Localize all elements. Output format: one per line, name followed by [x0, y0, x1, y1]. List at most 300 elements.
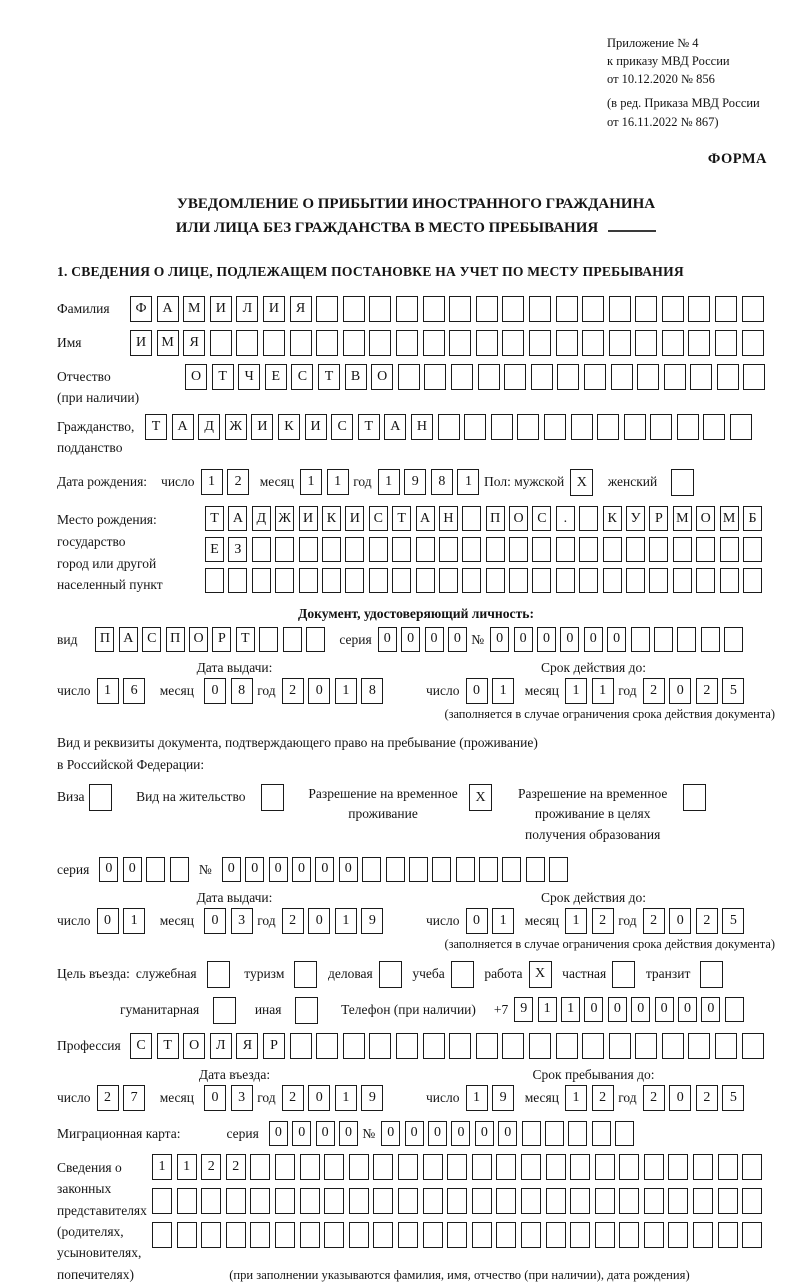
char-cell[interactable]	[718, 1188, 738, 1214]
char-cell[interactable]: 0	[245, 857, 264, 882]
char-cell[interactable]: 8	[361, 678, 383, 704]
char-cell[interactable]: Я	[236, 1033, 258, 1059]
char-cell[interactable]	[531, 364, 553, 390]
char-cell[interactable]: О	[371, 364, 393, 390]
char-cell[interactable]	[275, 1188, 295, 1214]
char-cell[interactable]: 9	[404, 469, 426, 495]
char-cell[interactable]: 2	[592, 1085, 614, 1111]
char-cell[interactable]: 0	[466, 678, 488, 704]
char-cell[interactable]	[603, 537, 622, 562]
char-cell[interactable]: 0	[448, 627, 467, 652]
char-cell[interactable]: 0	[292, 1121, 311, 1146]
char-cell[interactable]	[635, 1033, 657, 1059]
char-cell[interactable]	[300, 1188, 320, 1214]
char-cell[interactable]: 0	[339, 857, 358, 882]
char-cell[interactable]	[462, 537, 481, 562]
char-cell[interactable]	[504, 364, 526, 390]
char-cell[interactable]: Т	[212, 364, 234, 390]
char-cell[interactable]: Ж	[275, 506, 294, 531]
char-cell[interactable]: 1	[565, 1085, 587, 1111]
char-cell[interactable]	[373, 1154, 393, 1180]
char-cell[interactable]: А	[172, 414, 194, 440]
char-cell[interactable]	[210, 330, 232, 356]
char-cell[interactable]	[570, 1154, 590, 1180]
char-cell[interactable]	[521, 1188, 541, 1214]
char-cell[interactable]	[373, 1188, 393, 1214]
char-cell[interactable]: 7	[123, 1085, 145, 1111]
char-cell[interactable]	[546, 1188, 566, 1214]
char-cell[interactable]: 9	[361, 908, 383, 934]
char-cell[interactable]	[677, 627, 696, 652]
char-cell[interactable]	[386, 857, 405, 882]
char-cell[interactable]	[250, 1154, 270, 1180]
char-cell[interactable]	[275, 568, 294, 593]
char-cell[interactable]: 0	[669, 678, 691, 704]
char-cell[interactable]	[300, 1154, 320, 1180]
char-cell[interactable]: Т	[145, 414, 167, 440]
char-cell[interactable]	[496, 1188, 516, 1214]
char-cell[interactable]: Т	[157, 1033, 179, 1059]
char-cell[interactable]: 2	[282, 908, 304, 934]
char-cell[interactable]	[423, 1188, 443, 1214]
char-cell[interactable]	[693, 1154, 713, 1180]
char-cell[interactable]	[544, 414, 566, 440]
char-cell[interactable]: Ч	[238, 364, 260, 390]
char-cell[interactable]: Р	[649, 506, 668, 531]
char-cell[interactable]: 0	[607, 627, 626, 652]
char-cell[interactable]: 0	[381, 1121, 400, 1146]
char-cell[interactable]	[486, 537, 505, 562]
char-cell[interactable]	[177, 1222, 197, 1248]
char-cell[interactable]	[369, 1033, 391, 1059]
char-cell[interactable]: В	[345, 364, 367, 390]
char-cell[interactable]	[464, 414, 486, 440]
char-cell[interactable]	[725, 997, 744, 1022]
char-cell[interactable]	[644, 1154, 664, 1180]
char-cell[interactable]	[743, 364, 765, 390]
char-cell[interactable]: 1	[492, 678, 514, 704]
char-cell[interactable]: Б	[743, 506, 762, 531]
char-cell[interactable]	[718, 1222, 738, 1248]
char-cell[interactable]: О	[696, 506, 715, 531]
char-cell[interactable]	[609, 1033, 631, 1059]
char-cell[interactable]	[290, 330, 312, 356]
char-cell[interactable]: О	[509, 506, 528, 531]
char-cell[interactable]: 3	[231, 1085, 253, 1111]
char-cell[interactable]	[671, 469, 694, 496]
char-cell[interactable]	[451, 364, 473, 390]
char-cell[interactable]	[416, 568, 435, 593]
char-cell[interactable]: 1	[592, 678, 614, 704]
char-cell[interactable]	[423, 1222, 443, 1248]
char-cell[interactable]	[447, 1188, 467, 1214]
char-cell[interactable]	[742, 1033, 764, 1059]
char-cell[interactable]: 0	[669, 1085, 691, 1111]
char-cell[interactable]	[472, 1154, 492, 1180]
char-cell[interactable]	[295, 997, 318, 1024]
char-cell[interactable]: 0	[678, 997, 697, 1022]
char-cell[interactable]: 0	[204, 1085, 226, 1111]
char-cell[interactable]	[673, 537, 692, 562]
char-cell[interactable]: 1	[335, 678, 357, 704]
char-cell[interactable]: Р	[263, 1033, 285, 1059]
char-cell[interactable]	[299, 537, 318, 562]
char-cell[interactable]	[369, 537, 388, 562]
char-cell[interactable]: Я	[290, 296, 312, 322]
char-cell[interactable]: И	[130, 330, 152, 356]
char-cell[interactable]	[509, 568, 528, 593]
char-cell[interactable]: И	[305, 414, 327, 440]
char-cell[interactable]	[609, 296, 631, 322]
char-cell[interactable]: Н	[439, 506, 458, 531]
char-cell[interactable]: 2	[97, 1085, 119, 1111]
char-cell[interactable]: С	[532, 506, 551, 531]
char-cell[interactable]: С	[331, 414, 353, 440]
char-cell[interactable]: 2	[696, 1085, 718, 1111]
char-cell[interactable]	[570, 1188, 590, 1214]
char-cell[interactable]: О	[189, 627, 208, 652]
char-cell[interactable]: И	[251, 414, 273, 440]
char-cell[interactable]	[532, 568, 551, 593]
char-cell[interactable]	[556, 330, 578, 356]
char-cell[interactable]	[546, 1154, 566, 1180]
char-cell[interactable]: 0	[308, 678, 330, 704]
char-cell[interactable]	[742, 1154, 762, 1180]
char-cell[interactable]: X	[570, 469, 593, 496]
char-cell[interactable]	[603, 568, 622, 593]
char-cell[interactable]	[349, 1154, 369, 1180]
char-cell[interactable]	[720, 568, 739, 593]
char-cell[interactable]	[449, 330, 471, 356]
char-cell[interactable]: 0	[498, 1121, 517, 1146]
char-cell[interactable]	[556, 1033, 578, 1059]
char-cell[interactable]: 3	[231, 908, 253, 934]
char-cell[interactable]	[324, 1222, 344, 1248]
char-cell[interactable]	[650, 414, 672, 440]
char-cell[interactable]	[449, 1033, 471, 1059]
char-cell[interactable]	[491, 414, 513, 440]
char-cell[interactable]	[718, 1154, 738, 1180]
char-cell[interactable]: С	[369, 506, 388, 531]
char-cell[interactable]	[522, 1121, 541, 1146]
char-cell[interactable]	[688, 296, 710, 322]
char-cell[interactable]	[626, 568, 645, 593]
char-cell[interactable]	[546, 1222, 566, 1248]
char-cell[interactable]: И	[299, 506, 318, 531]
char-cell[interactable]: 1	[538, 997, 557, 1022]
char-cell[interactable]	[619, 1188, 639, 1214]
char-cell[interactable]	[579, 537, 598, 562]
char-cell[interactable]: 0	[204, 908, 226, 934]
char-cell[interactable]	[556, 296, 578, 322]
char-cell[interactable]	[396, 1033, 418, 1059]
char-cell[interactable]	[479, 857, 498, 882]
char-cell[interactable]	[521, 1222, 541, 1248]
char-cell[interactable]: 0	[315, 857, 334, 882]
char-cell[interactable]: 0	[222, 857, 241, 882]
char-cell[interactable]: 0	[466, 908, 488, 934]
char-cell[interactable]: 2	[282, 1085, 304, 1111]
char-cell[interactable]	[396, 330, 418, 356]
char-cell[interactable]	[379, 961, 402, 988]
char-cell[interactable]: П	[95, 627, 114, 652]
char-cell[interactable]	[299, 568, 318, 593]
char-cell[interactable]: 0	[308, 908, 330, 934]
char-cell[interactable]	[409, 857, 428, 882]
char-cell[interactable]	[690, 364, 712, 390]
char-cell[interactable]	[526, 857, 545, 882]
char-cell[interactable]: Е	[265, 364, 287, 390]
char-cell[interactable]: 2	[226, 1154, 246, 1180]
char-cell[interactable]: 0	[560, 627, 579, 652]
char-cell[interactable]: 0	[269, 1121, 288, 1146]
char-cell[interactable]	[392, 568, 411, 593]
char-cell[interactable]	[609, 330, 631, 356]
char-cell[interactable]: 5	[722, 678, 744, 704]
char-cell[interactable]: И	[210, 296, 232, 322]
char-cell[interactable]	[201, 1188, 221, 1214]
char-cell[interactable]	[252, 537, 271, 562]
char-cell[interactable]	[423, 330, 445, 356]
char-cell[interactable]: 0	[308, 1085, 330, 1111]
char-cell[interactable]: 5	[722, 908, 744, 934]
char-cell[interactable]: П	[166, 627, 185, 652]
char-cell[interactable]: О	[183, 1033, 205, 1059]
char-cell[interactable]: 0	[631, 997, 650, 1022]
char-cell[interactable]	[478, 364, 500, 390]
char-cell[interactable]	[592, 1121, 611, 1146]
char-cell[interactable]: .	[556, 506, 575, 531]
char-cell[interactable]	[170, 857, 189, 882]
char-cell[interactable]	[424, 364, 446, 390]
char-cell[interactable]: 6	[123, 678, 145, 704]
char-cell[interactable]	[597, 414, 619, 440]
char-cell[interactable]: 0	[655, 997, 674, 1022]
char-cell[interactable]: У	[626, 506, 645, 531]
char-cell[interactable]: 1	[177, 1154, 197, 1180]
char-cell[interactable]	[724, 627, 743, 652]
char-cell[interactable]	[398, 364, 420, 390]
char-cell[interactable]	[720, 537, 739, 562]
char-cell[interactable]	[259, 627, 278, 652]
char-cell[interactable]: 0	[405, 1121, 424, 1146]
char-cell[interactable]: Н	[411, 414, 433, 440]
char-cell[interactable]	[226, 1188, 246, 1214]
char-cell[interactable]	[637, 364, 659, 390]
char-cell[interactable]	[369, 330, 391, 356]
char-cell[interactable]	[476, 1033, 498, 1059]
char-cell[interactable]: 0	[584, 627, 603, 652]
char-cell[interactable]	[557, 364, 579, 390]
char-cell[interactable]	[654, 627, 673, 652]
char-cell[interactable]	[529, 296, 551, 322]
char-cell[interactable]	[626, 537, 645, 562]
char-cell[interactable]: О	[185, 364, 207, 390]
char-cell[interactable]	[476, 330, 498, 356]
char-cell[interactable]	[345, 537, 364, 562]
char-cell[interactable]	[496, 1222, 516, 1248]
char-cell[interactable]	[742, 1222, 762, 1248]
char-cell[interactable]	[570, 1222, 590, 1248]
char-cell[interactable]: С	[291, 364, 313, 390]
char-cell[interactable]	[456, 857, 475, 882]
char-cell[interactable]: 1	[565, 678, 587, 704]
char-cell[interactable]	[263, 330, 285, 356]
char-cell[interactable]: Ф	[130, 296, 152, 322]
char-cell[interactable]	[529, 330, 551, 356]
char-cell[interactable]: Ж	[225, 414, 247, 440]
char-cell[interactable]	[362, 857, 381, 882]
char-cell[interactable]	[701, 627, 720, 652]
char-cell[interactable]	[396, 296, 418, 322]
char-cell[interactable]	[213, 997, 236, 1024]
char-cell[interactable]	[275, 1222, 295, 1248]
char-cell[interactable]	[226, 1222, 246, 1248]
char-cell[interactable]: Л	[236, 296, 258, 322]
char-cell[interactable]	[447, 1154, 467, 1180]
char-cell[interactable]	[579, 568, 598, 593]
char-cell[interactable]: 1	[152, 1154, 172, 1180]
char-cell[interactable]: Т	[236, 627, 255, 652]
char-cell[interactable]	[324, 1154, 344, 1180]
char-cell[interactable]	[662, 330, 684, 356]
char-cell[interactable]	[700, 961, 723, 988]
char-cell[interactable]: Д	[198, 414, 220, 440]
char-cell[interactable]	[447, 1222, 467, 1248]
char-cell[interactable]	[595, 1222, 615, 1248]
char-cell[interactable]	[556, 537, 575, 562]
char-cell[interactable]: 8	[431, 469, 453, 495]
char-cell[interactable]	[486, 568, 505, 593]
char-cell[interactable]: 1	[327, 469, 349, 495]
char-cell[interactable]: 1	[492, 908, 514, 934]
char-cell[interactable]	[275, 537, 294, 562]
char-cell[interactable]	[664, 364, 686, 390]
char-cell[interactable]: 1	[378, 469, 400, 495]
char-cell[interactable]: 0	[428, 1121, 447, 1146]
char-cell[interactable]: 2	[282, 678, 304, 704]
char-cell[interactable]: 0	[401, 627, 420, 652]
char-cell[interactable]	[432, 857, 451, 882]
char-cell[interactable]	[462, 568, 481, 593]
char-cell[interactable]	[579, 506, 598, 531]
char-cell[interactable]	[423, 1154, 443, 1180]
char-cell[interactable]: 1	[123, 908, 145, 934]
char-cell[interactable]	[743, 537, 762, 562]
char-cell[interactable]	[595, 1154, 615, 1180]
char-cell[interactable]	[439, 568, 458, 593]
char-cell[interactable]: К	[603, 506, 622, 531]
char-cell[interactable]: А	[157, 296, 179, 322]
char-cell[interactable]: 1	[466, 1085, 488, 1111]
char-cell[interactable]	[502, 330, 524, 356]
char-cell[interactable]: С	[142, 627, 161, 652]
char-cell[interactable]	[416, 537, 435, 562]
char-cell[interactable]: К	[322, 506, 341, 531]
char-cell[interactable]	[398, 1154, 418, 1180]
char-cell[interactable]	[631, 627, 650, 652]
char-cell[interactable]	[283, 627, 302, 652]
char-cell[interactable]	[644, 1188, 664, 1214]
char-cell[interactable]: 0	[669, 908, 691, 934]
char-cell[interactable]	[392, 537, 411, 562]
char-cell[interactable]: 1	[457, 469, 479, 495]
char-cell[interactable]: 0	[316, 1121, 335, 1146]
char-cell[interactable]: А	[119, 627, 138, 652]
char-cell[interactable]: М	[183, 296, 205, 322]
char-cell[interactable]	[496, 1154, 516, 1180]
char-cell[interactable]: М	[720, 506, 739, 531]
char-cell[interactable]: Р	[212, 627, 231, 652]
char-cell[interactable]: 2	[227, 469, 249, 495]
char-cell[interactable]	[343, 330, 365, 356]
char-cell[interactable]: X	[469, 784, 492, 811]
char-cell[interactable]	[476, 296, 498, 322]
char-cell[interactable]	[693, 1188, 713, 1214]
char-cell[interactable]	[532, 537, 551, 562]
char-cell[interactable]: Д	[252, 506, 271, 531]
char-cell[interactable]	[635, 330, 657, 356]
char-cell[interactable]: 1	[97, 678, 119, 704]
char-cell[interactable]	[662, 296, 684, 322]
char-cell[interactable]	[438, 414, 460, 440]
char-cell[interactable]	[649, 568, 668, 593]
char-cell[interactable]: Е	[205, 537, 224, 562]
char-cell[interactable]: 2	[201, 1154, 221, 1180]
char-cell[interactable]: И	[345, 506, 364, 531]
char-cell[interactable]: 0	[339, 1121, 358, 1146]
char-cell[interactable]	[611, 364, 633, 390]
char-cell[interactable]	[688, 330, 710, 356]
char-cell[interactable]	[717, 364, 739, 390]
char-cell[interactable]	[509, 537, 528, 562]
char-cell[interactable]	[568, 1121, 587, 1146]
char-cell[interactable]	[521, 1154, 541, 1180]
char-cell[interactable]	[662, 1033, 684, 1059]
char-cell[interactable]	[472, 1188, 492, 1214]
char-cell[interactable]: 2	[643, 678, 665, 704]
char-cell[interactable]: Я	[183, 330, 205, 356]
char-cell[interactable]	[300, 1222, 320, 1248]
char-cell[interactable]	[529, 1033, 551, 1059]
char-cell[interactable]	[349, 1188, 369, 1214]
char-cell[interactable]	[275, 1154, 295, 1180]
char-cell[interactable]: 0	[451, 1121, 470, 1146]
char-cell[interactable]: Т	[318, 364, 340, 390]
char-cell[interactable]	[502, 857, 521, 882]
char-cell[interactable]	[502, 1033, 524, 1059]
char-cell[interactable]: З	[228, 537, 247, 562]
char-cell[interactable]: А	[384, 414, 406, 440]
char-cell[interactable]: К	[278, 414, 300, 440]
char-cell[interactable]	[668, 1154, 688, 1180]
char-cell[interactable]	[369, 296, 391, 322]
char-cell[interactable]: М	[157, 330, 179, 356]
char-cell[interactable]	[619, 1154, 639, 1180]
char-cell[interactable]	[683, 784, 706, 811]
char-cell[interactable]	[595, 1188, 615, 1214]
char-cell[interactable]	[635, 296, 657, 322]
char-cell[interactable]	[423, 296, 445, 322]
char-cell[interactable]: 0	[97, 908, 119, 934]
char-cell[interactable]	[715, 330, 737, 356]
char-cell[interactable]	[545, 1121, 564, 1146]
char-cell[interactable]: И	[263, 296, 285, 322]
char-cell[interactable]: 0	[378, 627, 397, 652]
char-cell[interactable]: 2	[643, 908, 665, 934]
char-cell[interactable]	[644, 1222, 664, 1248]
char-cell[interactable]	[584, 364, 606, 390]
